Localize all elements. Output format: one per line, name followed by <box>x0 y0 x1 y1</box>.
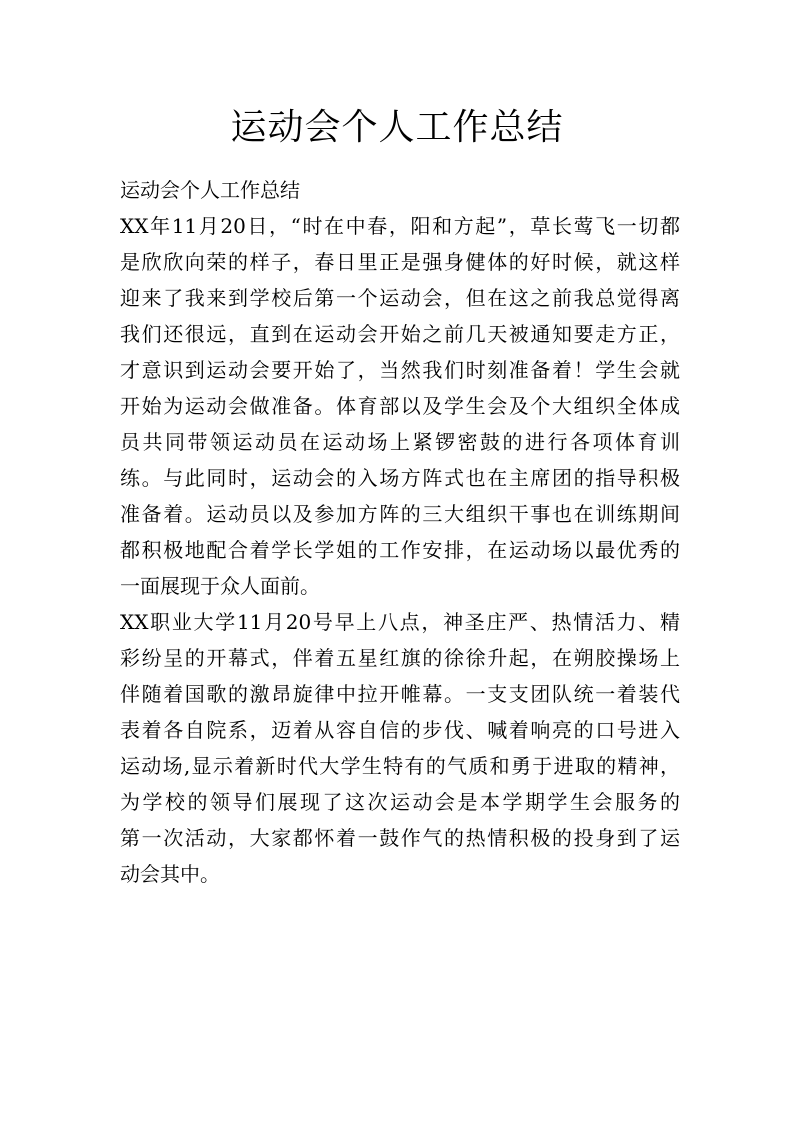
paragraph-2-line: 表着各自院系，迈着从容自信的步伐、喊着响亮的口号进入 <box>120 718 680 742</box>
paragraph-2-line: 第一次活动，大家都怀着一鼓作气的热情积极的投身到了运 <box>120 826 680 850</box>
paragraph-2-line: 伴随着国歌的激昂旋律中拉开帷幕。一支支团队统一着装代 <box>120 682 680 706</box>
paragraph-1-line: 才意识到运动会要开始了，当然我们时刻准备着！学生会就 <box>120 358 680 382</box>
paragraph-2-line: 彩纷呈的开幕式，伴着五星红旗的徐徐升起，在朔胶操场上 <box>120 646 680 670</box>
paragraph-1-line: 是欣欣向荣的样子，春日里正是强身健体的好时候，就这样 <box>120 250 680 274</box>
document-body <box>120 172 680 892</box>
paragraph-1-line: 开始为运动会做准备。体育部以及学生会及个大组织全体成 <box>120 394 680 418</box>
paragraph-2-line: 运动场,显示着新时代大学生特有的气质和勇于进取的精神， <box>120 754 680 778</box>
paragraph-1-line: 练。与此同时，运动会的入场方阵式也在主席团的指导积极 <box>120 466 680 490</box>
paragraph-1-line: XX年11月20日，“时在中春，阳和方起”，草长莺飞一切都 <box>120 214 680 238</box>
paragraph-1-line: 我们还很远，直到在运动会开始之前几天被通知要走方正， <box>120 322 680 346</box>
paragraph-1-line: 准备着。运动员以及参加方阵的三大组织干事也在训练期间 <box>120 502 680 526</box>
paragraph-2-line: XX职业大学11月20号早上八点，神圣庄严、热情活力、精 <box>120 610 680 634</box>
paragraph-1-line: 迎来了我来到学校后第一个运动会，但在这之前我总觉得离 <box>120 286 680 310</box>
document-title: 运动会个人工作总结 <box>230 107 564 148</box>
paragraph-2-line: 动会其中。 <box>120 862 220 886</box>
paragraph-1-line: 都积极地配合着学长学姐的工作安排，在运动场以最优秀的 <box>120 538 680 562</box>
paragraph-2-line: 为学校的领导们展现了这次运动会是本学期学生会服务的 <box>120 790 680 814</box>
paragraph-1-line: 一面展现于众人面前。 <box>120 574 320 598</box>
document-subtitle: 运动会个人工作总结 <box>120 178 300 202</box>
paragraph-1-line: 员共同带领运动员在运动场上紧锣密鼓的进行各项体育训 <box>120 430 680 454</box>
